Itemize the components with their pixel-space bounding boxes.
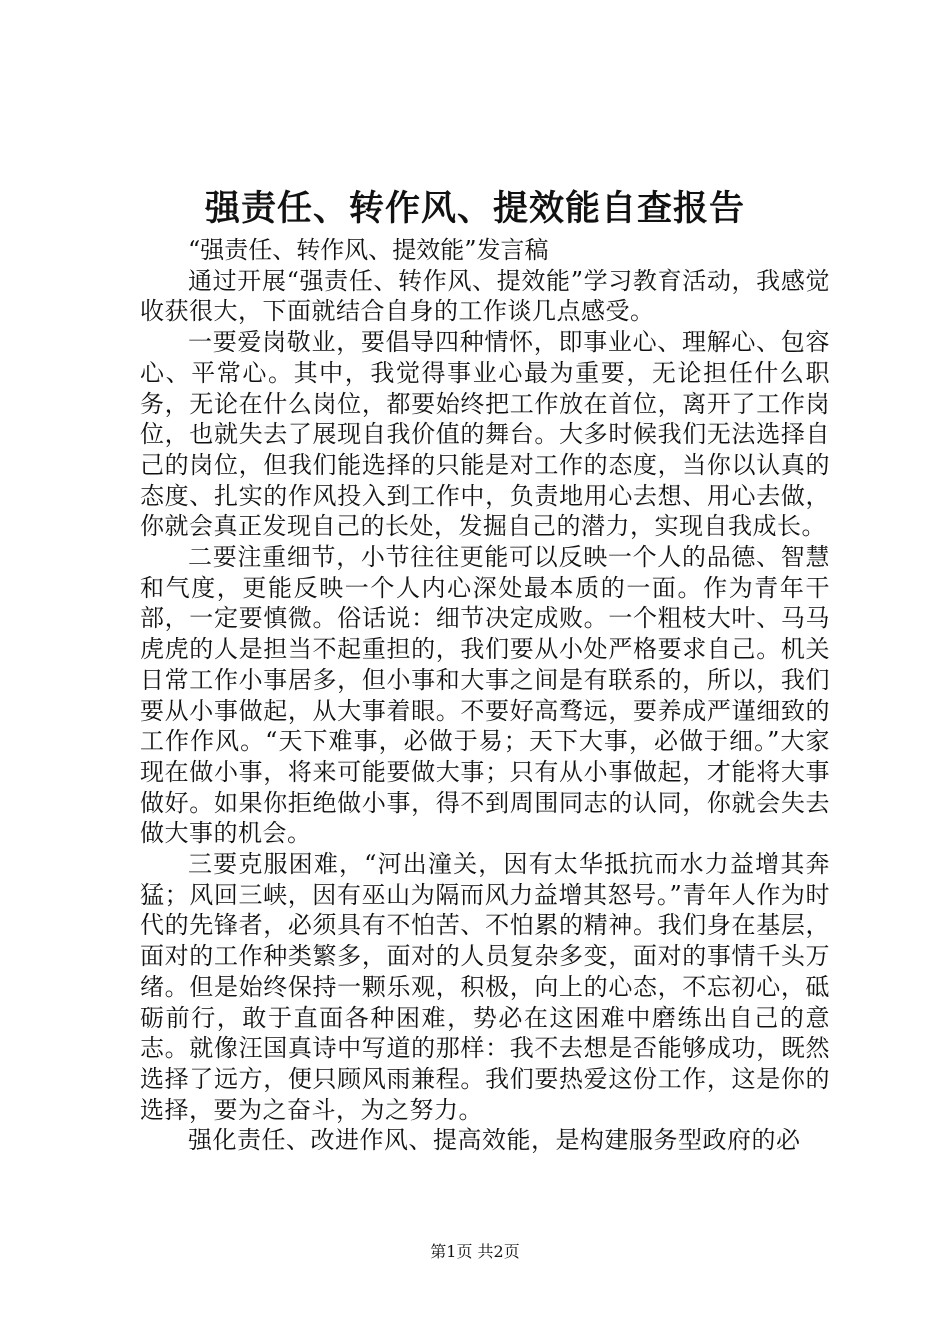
paragraph-point-two: 二要注重细节，小节往往更能可以反映一个人的品德、智慧和气度，更能反映一个人内心深处最本质的一面。作为青年干部，一定要慎微。俗话说：细节决定成败。一个粗枝大叶、马马虎虎的人是担当不起重担的，我们要从小处严格要求自己。机关日常工作小事居多，但小事和大事之间是有联系的，所以，我们要从小事做起，从大事着眼。不要好高骛远，要养成严谨细致的工作作风。“天下难事，必做于易；天下大事，必做于细。”大家现在做小事，将来可能要做大事；只有从小事做起，才能将大事做好。如果你拒绝做小事，得不到周围同志的认同，你就会失去做大事的机会。 bbox=[140, 543, 830, 848]
document-title: 强责任、转作风、提效能自查报告 bbox=[204, 188, 745, 229]
page-number-footer: 第1页 共2页 bbox=[430, 1242, 520, 1261]
paragraph-closing: 强化责任、改进作风、提高效能，是构建服务型政府的必 bbox=[188, 1126, 801, 1155]
paragraph-intro: 通过开展“强责任、转作风、提效能”学习教育活动，我感觉收获很大，下面就结合自身的工作谈几点感受。 bbox=[140, 266, 830, 326]
document-body bbox=[140, 235, 830, 1156]
paragraph-point-one: 一要爱岗敬业，要倡导四种情怀，即事业心、理解心、包容心、平常心。其中，我觉得事业心最为重要，无论担任什么职务，无论在什么岗位，都要始终把工作放在首位，离开了工作岗位，也就失去了展现自我价值的舞台。大多时候我们无法选择自己的岗位，但我们能选择的只能是对工作的态度，当你以认真的态度、扎实的作风投入到工作中，负责地用心去想、用心去做，你就会真正发现自己的长处，发掘自己的潜力，实现自我成长。 bbox=[140, 328, 830, 541]
paragraph-point-three: 三要克服困难，“河出潼关，因有太华抵抗而水力益增其奔猛；风回三峡，因有巫山为隔而风力益增其怒号。”青年人作为时代的先锋者，必须具有不怕苦、不怕累的精神。我们身在基层，面对的工作种类繁多，面对的人员复杂多变，面对的事情千头万绪。但是始终保持一颗乐观，积极，向上的心态，不忘初心，砥砺前行，敢于直面各种困难，势必在这困难中磨练出自己的意志。就像汪国真诗中写道的那样：我不去想是否能够成功，既然选择了远方，便只顾风雨兼程。我们要热爱这份工作，这是你的选择，要为之奋斗，为之努力。 bbox=[140, 850, 830, 1124]
document-subtitle: “强责任、转作风、提效能”发言稿 bbox=[188, 236, 549, 264]
